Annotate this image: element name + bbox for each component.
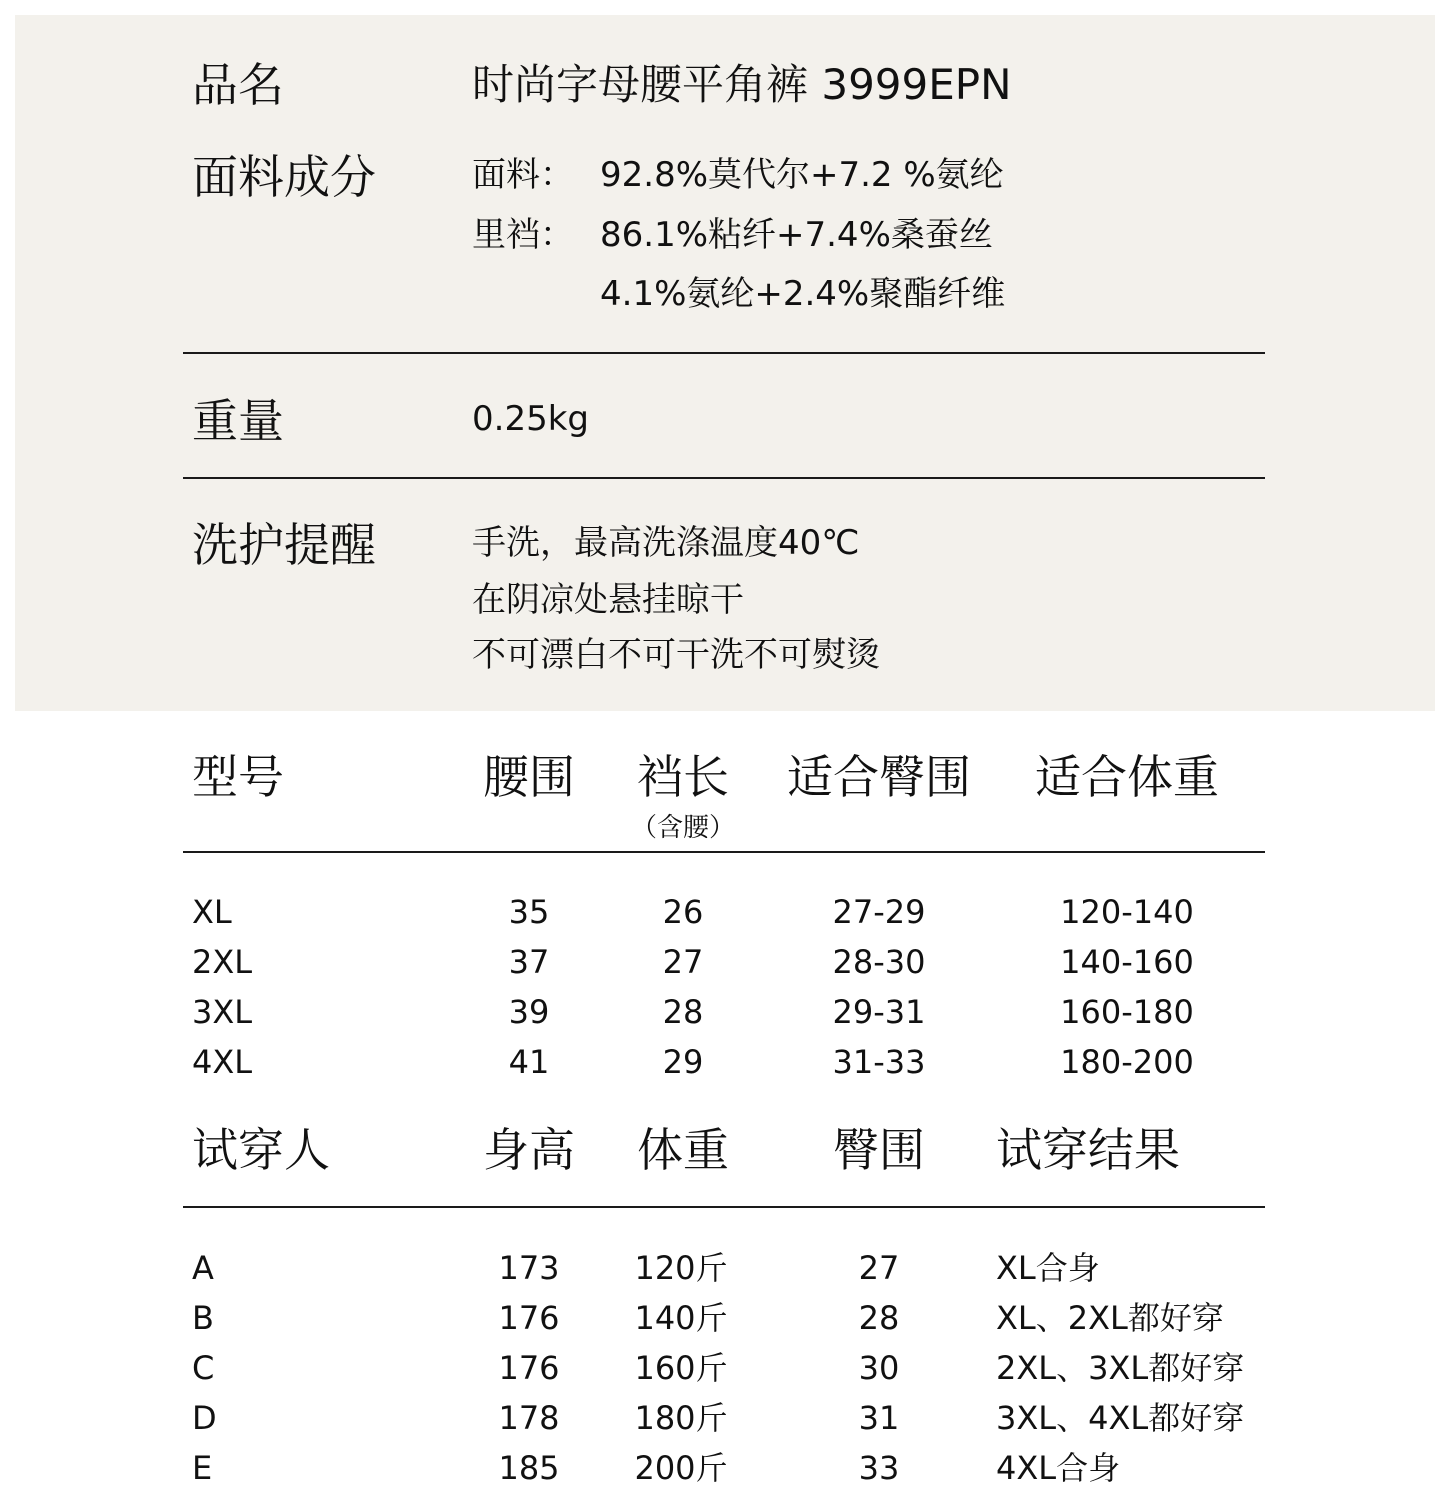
fabric-line3-value: 4.1%氨纶+2.4%聚酯纤维 [600, 274, 1006, 314]
table-cell: 185 [498, 1449, 560, 1487]
table-cell: 180-200 [1060, 1043, 1194, 1081]
care-line: 不可漂白不可干洗不可熨烫 [472, 635, 880, 675]
table-cell: B [192, 1299, 214, 1337]
fabric-line2-label: 里裆： [472, 215, 574, 255]
table-cell: 180斤 [634, 1399, 728, 1437]
table-cell: 2XL、3XL都好穿 [996, 1349, 1245, 1387]
table-cell: 33 [858, 1449, 900, 1487]
table-cell: 140-160 [1060, 943, 1194, 981]
table-cell: C [192, 1349, 215, 1387]
table-cell: 41 [508, 1043, 550, 1081]
product-name-value: 时尚字母腰平角裤 3999EPN [472, 60, 1012, 109]
table-cell: 178 [498, 1399, 560, 1437]
table-cell: E [192, 1449, 213, 1487]
care-line: 在阴凉处悬挂晾干 [472, 580, 744, 620]
table-cell: XL、2XL都好穿 [996, 1299, 1224, 1337]
table-cell: XL合身 [996, 1249, 1100, 1287]
table-cell: D [192, 1399, 217, 1437]
table-cell: 200斤 [634, 1449, 728, 1487]
table-cell: 27 [858, 1249, 900, 1287]
divider [183, 352, 1265, 354]
table-cell: 160斤 [634, 1349, 728, 1387]
table-cell: 4XL合身 [996, 1449, 1121, 1487]
table-cell: XL [192, 893, 232, 931]
table-cell: 39 [508, 993, 550, 1031]
table-cell: 28-30 [832, 943, 926, 981]
trial-header-result: 试穿结果 [996, 1123, 1180, 1177]
size-header-weight: 适合体重 [1035, 750, 1219, 804]
size-header-hip: 适合臀围 [787, 750, 971, 804]
fabric-line1-value: 92.8%莫代尔+7.2 %氨纶 [600, 155, 1004, 195]
table-cell: 31-33 [832, 1043, 926, 1081]
care-label: 洗护提醒 [192, 518, 376, 572]
table-cell: 28 [662, 993, 704, 1031]
table-cell: 37 [508, 943, 550, 981]
table-cell: 2XL [192, 943, 253, 981]
table-cell: 120-140 [1060, 893, 1194, 931]
table-cell: 30 [858, 1349, 900, 1387]
table-cell: 3XL、4XL都好穿 [996, 1399, 1245, 1437]
table-cell: 27 [662, 943, 704, 981]
size-header-crotch-note: （含腰） [630, 813, 736, 843]
table-cell: 29 [662, 1043, 704, 1081]
table-cell: 140斤 [634, 1299, 728, 1337]
table-cell: 173 [498, 1249, 560, 1287]
divider [183, 1206, 1265, 1208]
table-cell: 29-31 [832, 993, 926, 1031]
table-cell: 120斤 [634, 1249, 728, 1287]
table-cell: A [192, 1249, 214, 1287]
table-cell: 176 [498, 1349, 560, 1387]
size-header-model: 型号 [192, 750, 284, 804]
table-cell: 160-180 [1060, 993, 1194, 1031]
trial-header-weight: 体重 [637, 1123, 729, 1177]
trial-header-person: 试穿人 [192, 1123, 330, 1177]
table-cell: 176 [498, 1299, 560, 1337]
size-header-waist: 腰围 [483, 750, 575, 804]
table-cell: 4XL [192, 1043, 253, 1081]
product-name-label: 品名 [192, 58, 284, 112]
trial-header-height: 身高 [483, 1123, 575, 1177]
table-cell: 35 [508, 893, 550, 931]
fabric-line1-label: 面料： [472, 155, 574, 195]
size-header-crotch: 裆长 [637, 750, 729, 804]
fabric-label: 面料成分 [192, 150, 376, 204]
weight-value: 0.25kg [472, 399, 589, 439]
trial-header-hip: 臀围 [833, 1123, 925, 1177]
divider [183, 477, 1265, 479]
table-cell: 28 [858, 1299, 900, 1337]
table-cell: 31 [858, 1399, 900, 1437]
table-cell: 27-29 [832, 893, 926, 931]
fabric-line2-value: 86.1%粘纤+7.4%桑蚕丝 [600, 215, 993, 255]
table-cell: 26 [662, 893, 704, 931]
weight-label: 重量 [192, 394, 284, 448]
divider [183, 851, 1265, 853]
care-line: 手洗，最高洗涤温度40℃ [472, 523, 860, 563]
table-cell: 3XL [192, 993, 253, 1031]
